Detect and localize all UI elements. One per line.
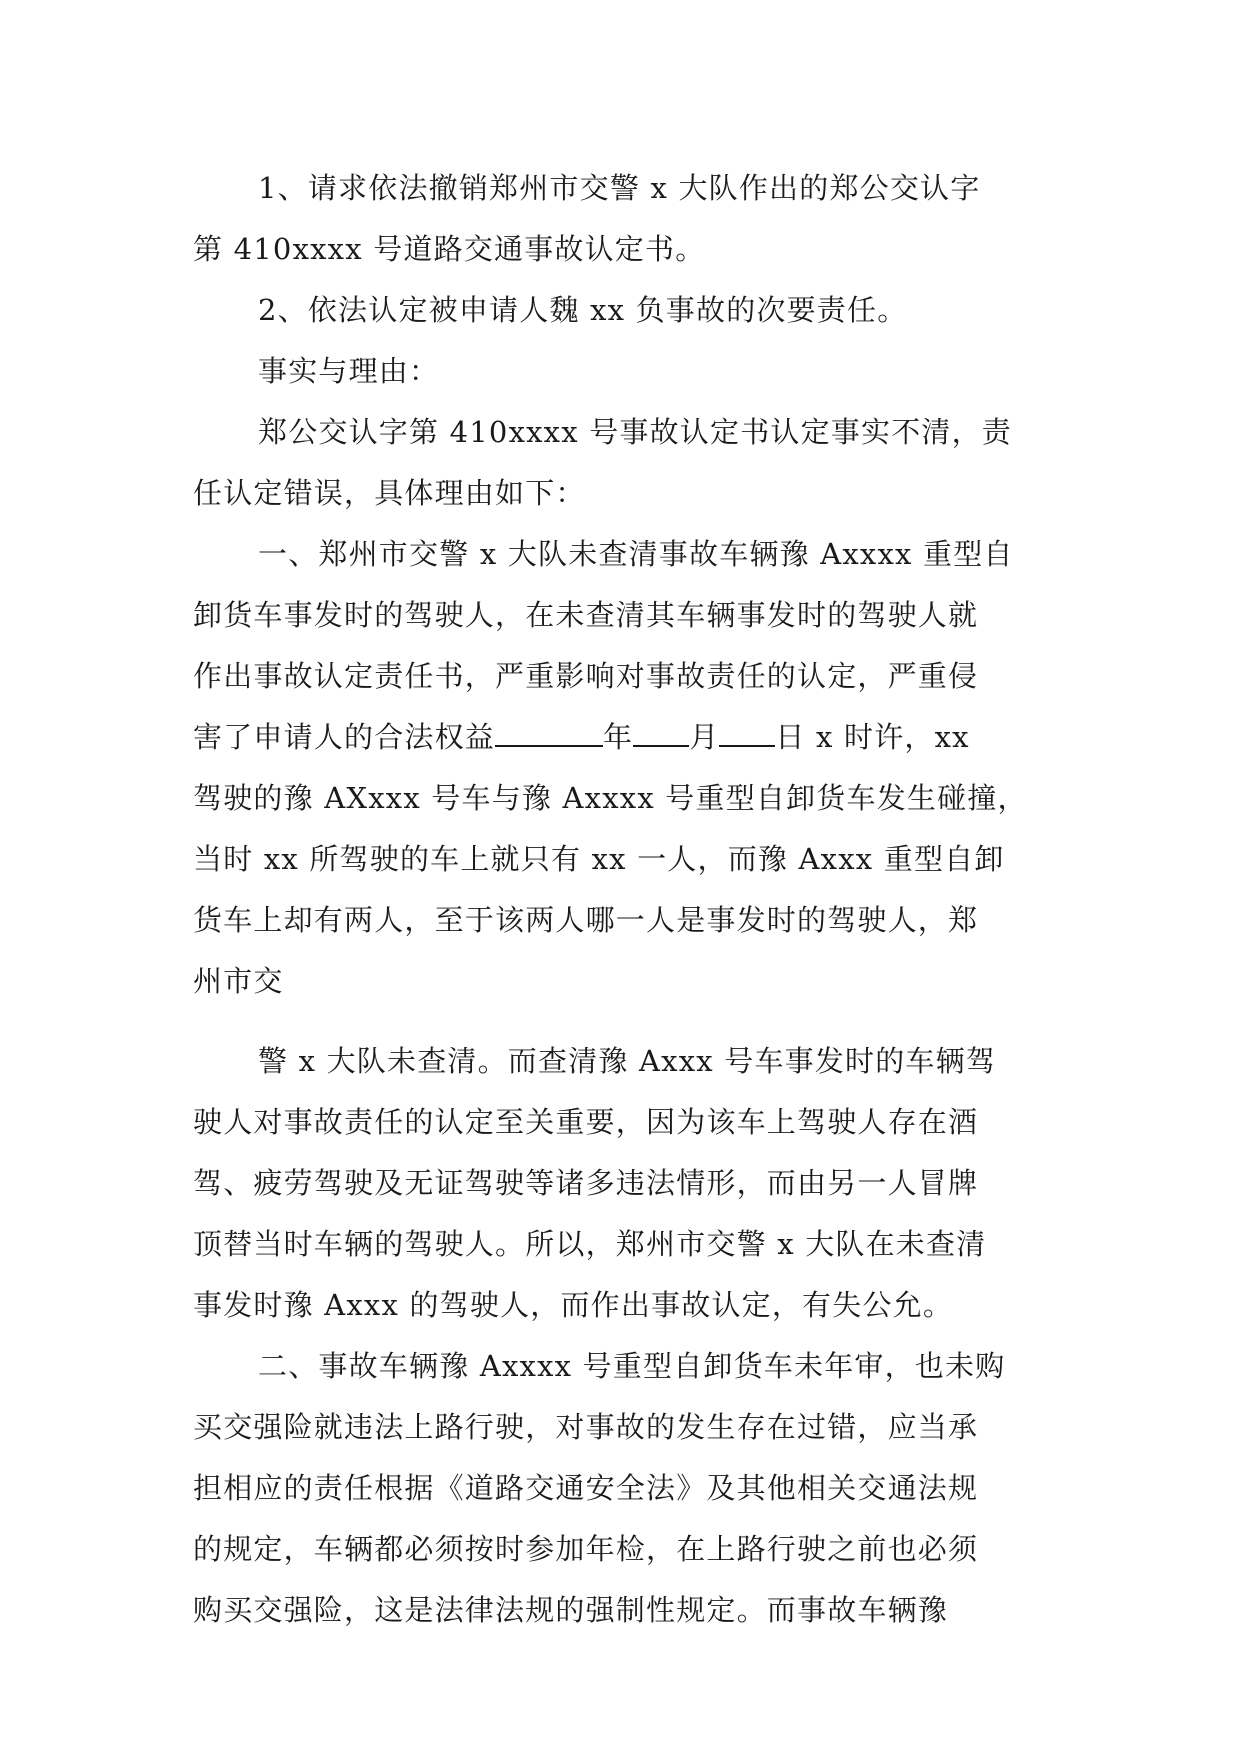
paragraph-line: 一、郑州市交警 x 大队未查清事故车辆豫 Axxxx 重型自 [258, 537, 1014, 571]
text-segment: 月 [689, 720, 720, 754]
paragraph-line: 二、事故车辆豫 Axxxx 号重型自卸货车未年审，也未购 [258, 1349, 1006, 1383]
paragraph-line: 买交强险就违法上路行驶，对事故的发生存在过错，应当承 [193, 1410, 979, 1444]
paragraph-line: 任认定错误，具体理由如下： [193, 476, 586, 510]
paragraph-line: 作出事故认定责任书，严重影响对事故责任的认定，严重侵 [193, 659, 979, 693]
blank-year [495, 719, 603, 747]
paragraph-line: 事发时豫 Axxx 的驾驶人，而作出事故认定，有失公允。 [193, 1288, 954, 1322]
paragraph-line: 的规定，车辆都必须按时参加年检，在上路行驶之前也必须 [193, 1532, 979, 1566]
text-segment: 日 x 时许，xx [775, 720, 970, 754]
paragraph-line: 顶替当时车辆的驾驶人。所以，郑州市交警 x 大队在未查清 [193, 1227, 987, 1261]
paragraph-line: 驶人对事故责任的认定至关重要，因为该车上驾驶人存在酒 [193, 1105, 979, 1139]
text-segment: 害了申请人的合法权益 [193, 720, 496, 754]
request-item-1-cont: 第 410xxxx 号道路交通事故认定书。 [193, 232, 706, 266]
paragraph-line: 购买交强险，这是法律法规的强制性规定。而事故车辆豫 [193, 1593, 949, 1627]
paragraph-line: 郑公交认字第 410xxxx 号事故认定书认定事实不清，责 [258, 415, 1013, 449]
paragraph-line: 州市交 [193, 964, 284, 998]
paragraph-line: 货车上却有两人，至于该两人哪一人是事发时的驾驶人，郑 [193, 903, 979, 937]
section-heading-facts: 事实与理由： [258, 354, 440, 388]
paragraph-line: 驾、疲劳驾驶及无证驾驶等诸多违法情形，而由另一人冒牌 [193, 1166, 979, 1200]
blank-month [633, 719, 689, 747]
paragraph-line: 卸货车事发时的驾驶人，在未查清其车辆事发时的驾驶人就 [193, 598, 979, 632]
paragraph-line: 担相应的责任根据《道路交通安全法》及其他相关交通法规 [193, 1471, 979, 1505]
document-page [193, 158, 1071, 1641]
paragraph-line: 驾驶的豫 AXxxx 号车与豫 Axxxx 号重型自卸货车发生碰撞， [193, 781, 1028, 815]
paragraph-line: 警 x 大队未查清。而查清豫 Axxx 号车事发时的车辆驾 [258, 1044, 997, 1078]
request-item-2: 2、依法认定被申请人魏 xx 负事故的次要责任。 [258, 293, 908, 327]
blank-day [719, 719, 775, 747]
text-segment: 年 [603, 720, 634, 754]
paragraph-line: 当时 xx 所驾驶的车上就只有 xx 一人，而豫 Axxx 重型自卸 [193, 842, 1005, 876]
paragraph-line-with-date-blanks [193, 707, 1071, 768]
request-item-1: 1、请求依法撤销郑州市交警 x 大队作出的郑公交认字 [258, 171, 981, 205]
